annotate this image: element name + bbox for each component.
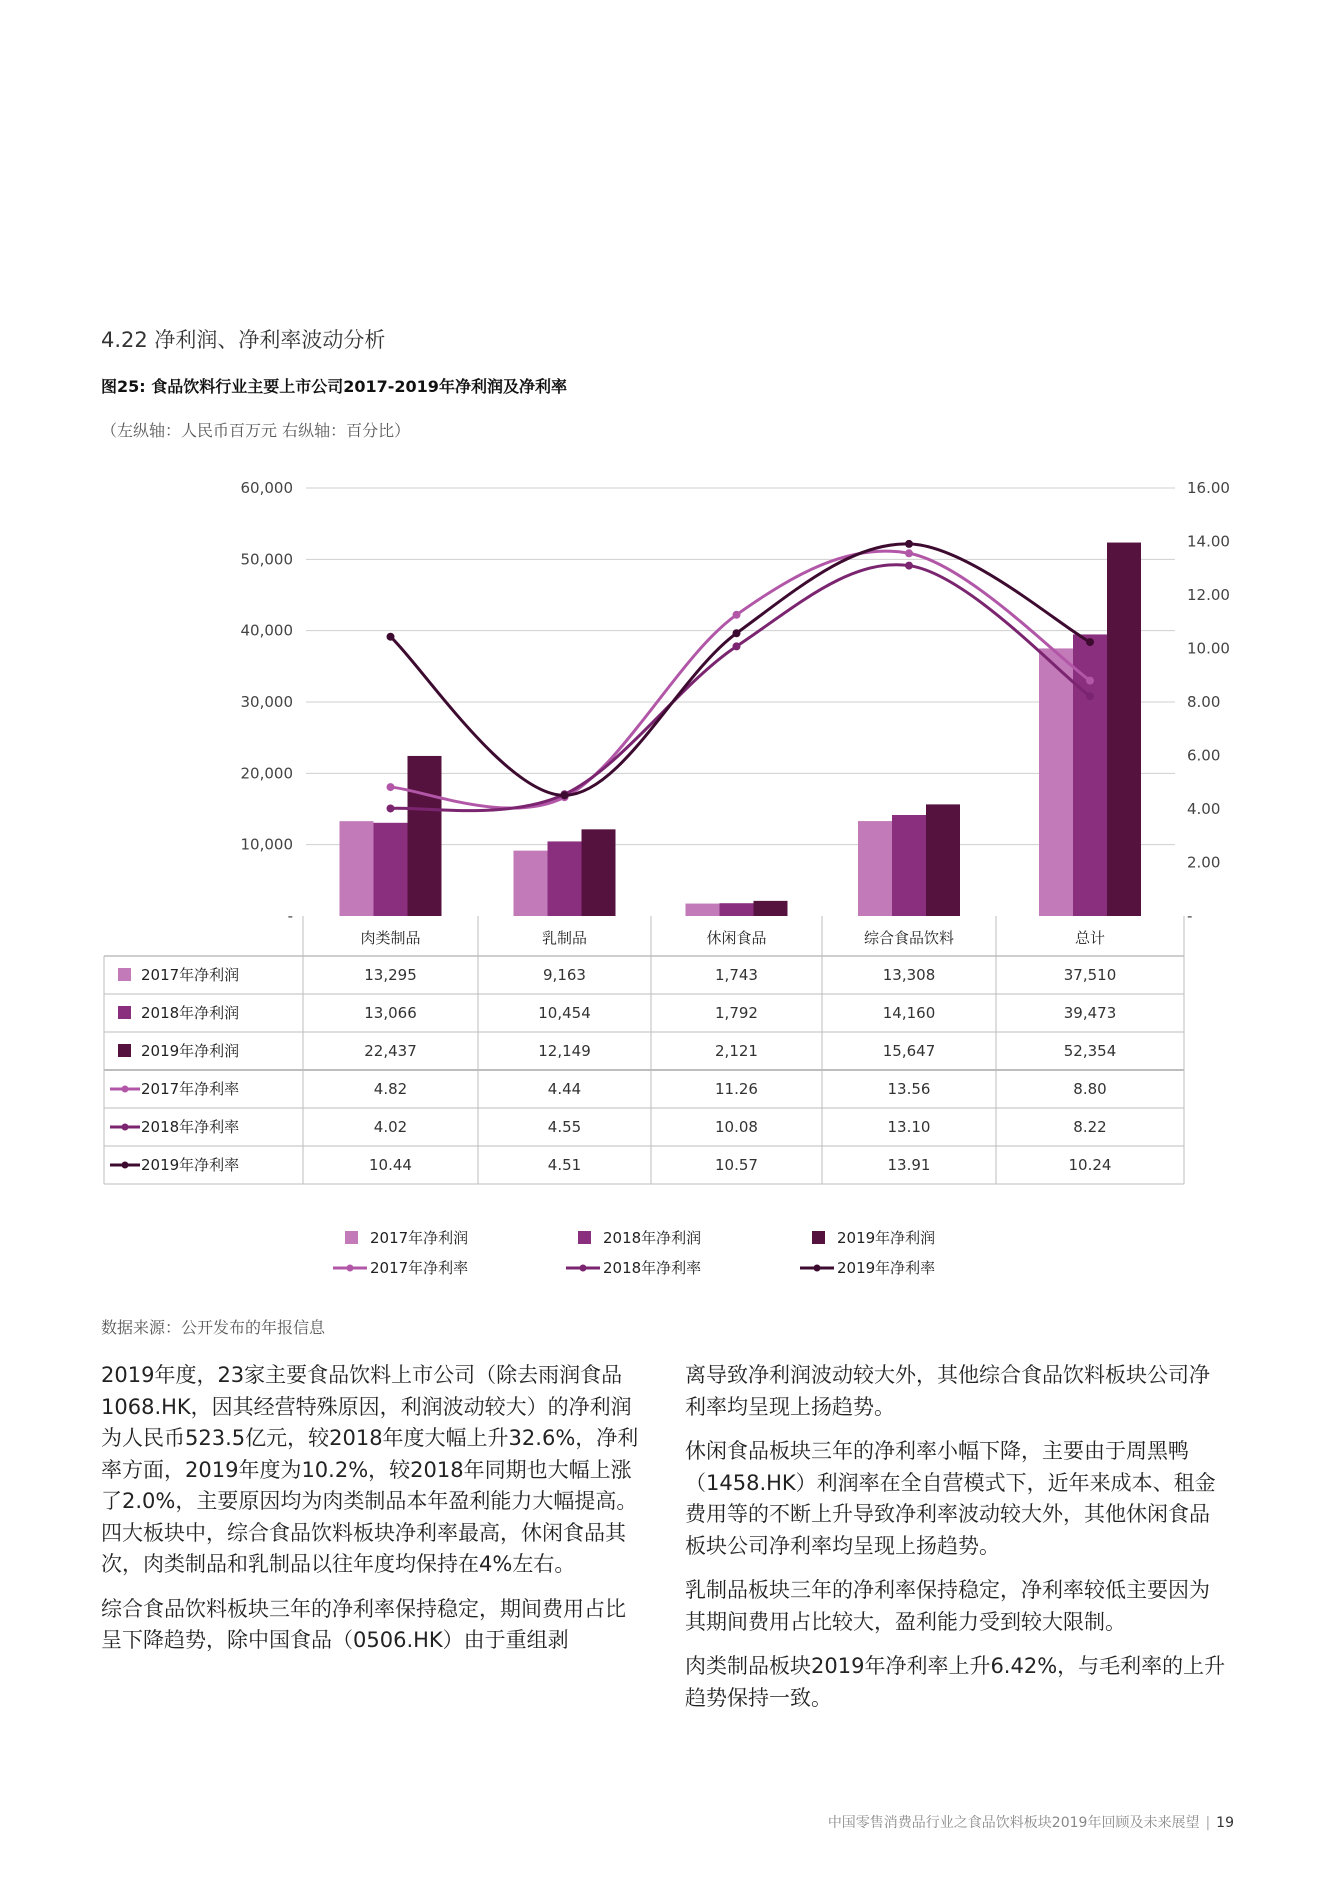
table-row-label: 2018年净利润	[141, 1004, 240, 1022]
footer-title: 中国零售消费品行业之食品饮料板块2019年回顾及未来展望	[827, 1815, 1200, 1831]
table-cell-value: 2,121	[715, 1042, 758, 1060]
table-cell-value: 10.08	[715, 1118, 758, 1136]
table-cell-value: 13.56	[887, 1080, 931, 1098]
bar	[514, 851, 548, 916]
table-cell-value: 8.22	[1073, 1118, 1107, 1136]
body-paragraph: 休闲食品板块三年的净利率小幅下降，主要由于周黑鸭（1458.HK）利润率在全自营模式下，近年来成本、租金费用等的不断上升导致净利率波动较大外，其他休闲食品板块公司净利率均呈现上扬趋势。	[685, 1439, 1216, 1558]
table-cell-value: 1,792	[715, 1004, 758, 1022]
table-cell-value: 12,149	[538, 1042, 591, 1060]
table-cell-value: 10.57	[715, 1156, 758, 1174]
y-right-tick-label: 14.00	[1187, 532, 1230, 551]
table-legend-swatch	[118, 968, 131, 981]
line-point	[1086, 692, 1094, 700]
body-paragraph: 2019年度，23家主要食品饮料上市公司（除去雨润食品 1068.HK，因其经营特殊原因，利润波动较大）的净利润为人民币523.5亿元，较2018年度大幅上升32.6%，净利率方面，2019年度为10.2%，较2018年同期也大幅上涨了2.0%，主要原因均为肉类制品本年盈利能力大幅提高。四大板块中，综合食品饮料板块净利率最高，休闲食品其次，肉类制品和乳制品以往年度均保持在4%左右。	[101, 1363, 639, 1576]
y-right-tick-label: 12.00	[1187, 586, 1230, 604]
legend-swatch	[345, 1231, 358, 1244]
table-cell-value: 39,473	[1063, 1004, 1117, 1022]
table-row-label: 2017年净利率	[141, 1080, 240, 1098]
bar	[548, 841, 582, 916]
legend-label: 2018年净利润	[603, 1229, 702, 1247]
body-paragraph: 离导致净利润波动较大外，其他综合食品饮料板块公司净利率均呈现上扬趋势。	[685, 1363, 1210, 1419]
legend-label: 2019年净利率	[837, 1259, 936, 1277]
table-row-label: 2018年净利率	[141, 1118, 240, 1136]
body-paragraph: 肉类制品板块2019年净利率上升6.42%，与毛利率的上升趋势保持一致。	[685, 1654, 1226, 1710]
y-left-tick-label: 40,000	[240, 621, 293, 640]
footer-separator: |	[1205, 1815, 1211, 1831]
table-cell-value: 11.26	[715, 1080, 758, 1098]
line-point	[387, 633, 395, 641]
bar	[720, 903, 754, 916]
table-cell-value: 10.44	[369, 1156, 412, 1174]
bar	[892, 815, 926, 916]
y-left-tick-label: 50,000	[240, 550, 293, 569]
table-column-header: 肉类制品	[360, 929, 421, 947]
legend-label: 2018年净利率	[603, 1259, 702, 1277]
table-cell-value: 4.44	[547, 1080, 582, 1098]
legend-marker	[580, 1265, 587, 1272]
legend-swatch	[578, 1231, 591, 1244]
table-legend-marker	[122, 1124, 129, 1131]
table-column-header: 综合食品饮料	[863, 929, 955, 947]
series-line	[391, 551, 1091, 808]
line-point	[387, 783, 395, 791]
line-point	[733, 611, 741, 619]
table-cell-value: 10.24	[1068, 1156, 1112, 1174]
legend-label: 2019年净利润	[837, 1229, 936, 1247]
table-row-label: 2019年净利润	[141, 1042, 240, 1060]
legend-swatch	[812, 1231, 825, 1244]
table-column-header: 总计	[1074, 929, 1106, 947]
table-column-header: 休闲食品	[706, 929, 767, 947]
table-cell-value: 13,066	[364, 1004, 417, 1022]
table-cell-value: 4.02	[373, 1118, 408, 1136]
table-legend-swatch	[118, 1006, 131, 1019]
table-cell-value: 13,308	[882, 966, 936, 984]
table-cell-value: 52,354	[1063, 1042, 1117, 1060]
legend-marker	[814, 1265, 821, 1272]
table-cell-value: 13,295	[364, 966, 417, 984]
page-number: 19	[1216, 1815, 1234, 1831]
axis-note: （左纵轴：人民币百万元 右纵轴：百分比）	[101, 421, 411, 440]
section-title: 4.22 净利润、净利率波动分析	[101, 328, 386, 352]
figure-title: 图25: 食品饮料行业主要上市公司2017-2019年净利润及净利率	[101, 377, 567, 396]
line-point	[1086, 677, 1094, 685]
y-left-tick-label: -	[287, 907, 293, 925]
line-point	[905, 540, 913, 548]
y-right-tick-label: 6.00	[1187, 746, 1221, 765]
y-left-tick-label: 60,000	[240, 479, 293, 497]
legend-label: 2017年净利润	[370, 1229, 469, 1247]
line-point	[733, 642, 741, 650]
body-left-column	[101, 1360, 641, 1670]
table-cell-value: 1,743	[715, 966, 758, 984]
page-footer	[640, 1812, 1234, 1832]
line-point	[1086, 638, 1094, 646]
table-row-label: 2019年净利率	[141, 1156, 240, 1174]
table-cell-value: 10,454	[538, 1004, 591, 1022]
table-cell-value: 37,510	[1063, 966, 1117, 984]
bar	[374, 823, 408, 916]
table-cell-value: 4.51	[547, 1156, 582, 1174]
table-cell-value: 8.80	[1073, 1080, 1107, 1098]
line-point	[733, 629, 741, 637]
y-left-tick-label: 10,000	[240, 835, 293, 854]
y-right-tick-label: 2.00	[1187, 853, 1221, 872]
bar	[686, 904, 720, 916]
line-point	[905, 549, 913, 557]
table-legend-marker	[122, 1162, 129, 1169]
legend-marker	[347, 1265, 354, 1272]
body-right-column	[685, 1360, 1230, 1727]
y-right-tick-label: 8.00	[1187, 693, 1221, 711]
bar	[754, 901, 788, 916]
y-right-tick-label: 16.00	[1187, 479, 1230, 497]
table-legend-marker	[122, 1086, 129, 1093]
body-paragraph: 乳制品板块三年的净利率保持稳定，净利率较低主要因为其期间费用占比较大，盈利能力受到较大限制。	[685, 1578, 1210, 1634]
bar	[340, 821, 374, 916]
line-point	[561, 791, 569, 799]
bar	[408, 756, 442, 916]
y-left-tick-label: 30,000	[240, 693, 293, 711]
table-column-header: 乳制品	[541, 929, 588, 947]
table-row-label: 2017年净利润	[141, 966, 240, 984]
y-left-tick-label: 20,000	[240, 764, 293, 783]
y-right-tick-label: 4.00	[1187, 800, 1221, 818]
table-cell-value: 14,160	[882, 1004, 936, 1022]
line-point	[387, 804, 395, 812]
series-line	[391, 544, 1091, 795]
bar	[926, 804, 960, 916]
bar	[858, 821, 892, 916]
y-right-tick-label: 10.00	[1187, 639, 1230, 658]
table-cell-value: 15,647	[882, 1042, 936, 1060]
bar	[1039, 648, 1073, 916]
table-cell-value: 9,163	[543, 966, 586, 984]
table-cell-value: 13.10	[887, 1118, 931, 1136]
table-cell-value: 13.91	[887, 1156, 931, 1174]
table-cell-value: 4.82	[373, 1080, 408, 1098]
bar	[1107, 543, 1141, 916]
bar	[582, 829, 616, 916]
y-right-tick-label: -	[1187, 907, 1193, 925]
table-legend-swatch	[118, 1044, 131, 1057]
table-cell-value: 22,437	[364, 1042, 417, 1060]
source-note: 数据来源：公开发布的年报信息	[101, 1318, 326, 1337]
legend-label: 2017年净利率	[370, 1259, 469, 1277]
line-point	[905, 562, 913, 570]
table-cell-value: 4.55	[547, 1118, 582, 1136]
body-paragraph: 综合食品饮料板块三年的净利率保持稳定，期间费用占比呈下降趋势，除中国食品（0506.HK）由于重组剥	[101, 1596, 626, 1652]
